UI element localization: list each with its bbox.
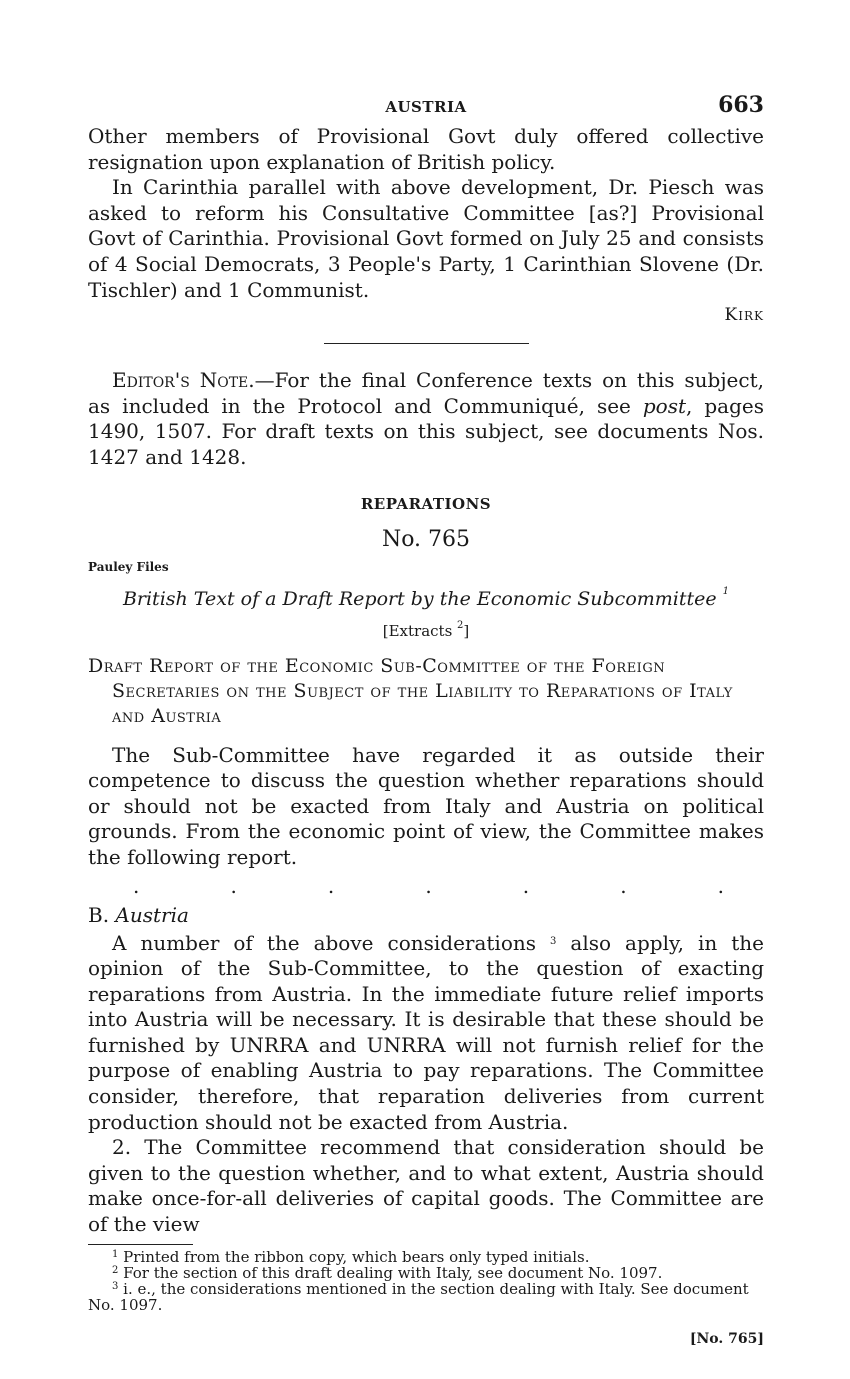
extracts-close: ] xyxy=(463,621,470,640)
body-paragraph-2-text-1: A number of the above considerations xyxy=(112,930,551,955)
ellipsis-dot: . xyxy=(522,873,530,898)
body-paragraph-1: The Sub-Committee have regarded it as outside their competence to discuss the question whether reparations should or should not be exacted from Italy and Austria on political grounds. From the economic point of view, the Committee makes the following report. xyxy=(88,742,764,869)
footnote-text: Printed from the ribbon copy, which bears only typed initials. xyxy=(123,1247,590,1266)
footnotes xyxy=(88,1249,764,1313)
subsection-title: Austria xyxy=(115,902,189,927)
footnote-divider xyxy=(88,1244,193,1245)
ellipsis-dot: . xyxy=(230,873,237,898)
editors-note xyxy=(88,368,764,470)
document-number: No. 765 xyxy=(381,526,471,552)
footnote-mark: 3 xyxy=(112,1280,119,1292)
document-page xyxy=(88,92,764,1347)
footnote-mark: 2 xyxy=(112,1264,119,1276)
extracts-text: [Extracts xyxy=(382,621,458,640)
footnote-text: i. e., the considerations mentioned in the section dealing with Italy. See document No. 1097. xyxy=(88,1279,749,1314)
intro-paragraph-2: In Carinthia parallel with above development, Dr. Piesch was asked to reform his Consultative Committee [as?] Provisional Govt of Carinthia. Provisional Govt formed on July 25 and consists of 4 Social Democrats, 3 People's Party, 1 Carinthian Slovene (Dr. Tischler) and 1 Communist. xyxy=(88,175,764,302)
ellipsis-dot: . xyxy=(133,873,140,898)
document-title xyxy=(88,585,764,610)
ellipsis-row xyxy=(88,873,764,898)
section-heading: REPARATIONS xyxy=(360,494,492,513)
document-title-text: British Text of a Draft Report by the Economic Subcommittee xyxy=(122,587,717,610)
footnote-3 xyxy=(88,1281,764,1313)
footnote-ref-3[interactable]: 3 xyxy=(550,935,557,947)
ellipsis-dot: . xyxy=(425,873,432,898)
editors-note-label: Editor's Note xyxy=(112,368,249,393)
subsection-label: B. xyxy=(88,902,110,927)
running-header xyxy=(88,92,764,124)
ellipsis-dot: . xyxy=(620,873,627,898)
page-number: 663 xyxy=(718,92,764,118)
draft-report-heading: Draft Report of the Economic Sub-Committee of the Foreign Secretaries on the Subject of the Liability to Reparations of Italy and Austria xyxy=(88,654,733,727)
running-title: AUSTRIA xyxy=(385,98,467,116)
files-label: Pauley Files xyxy=(88,559,169,574)
footnote-mark: 1 xyxy=(112,1248,119,1260)
intro-paragraph-1: Other members of Provisional Govt duly offered collective resignation upon explanation of British policy. xyxy=(88,124,764,174)
footer-document-ref: [No. 765] xyxy=(689,1330,764,1347)
subsection-heading xyxy=(88,903,764,927)
body-paragraph-2-text-2: also apply, in the opinion of the Sub-Committee, to the question of exacting reparations from Austria. In the immediate future relief imports into Austria will be necessary. It is desirable that these should be furnished by UNRRA and UNRRA will not furnish relief for the purpose of enabling Austria to pay reparations. The Committee consider, therefore, that reparation deliveries from current production should not be exacted from Austria. xyxy=(88,930,765,1134)
signature: Kirk xyxy=(724,305,764,326)
ellipsis-dot: . xyxy=(327,873,335,898)
footnote-1 xyxy=(88,1249,764,1265)
extracts-label xyxy=(88,619,764,640)
section-divider xyxy=(324,343,529,344)
footnote-ref-1[interactable]: 1 xyxy=(722,585,730,597)
body-paragraph-2 xyxy=(88,931,764,1136)
footnote-text: For the section of this draft dealing with Italy, see document No. 1097. xyxy=(123,1263,663,1282)
footnote-ref-2[interactable]: 2 xyxy=(457,619,464,631)
ellipsis-dot: . xyxy=(717,873,724,898)
editors-note-text-2: , pages 1490, 1507. For draft texts on this subject, see documents Nos. 1427 and 1428. xyxy=(88,393,764,469)
body-paragraph-3: 2. The Committee recommend that consideration should be given to the question whether, and to what extent, Austria should make once-for-all deliveries of capital goods. The Committee are of the view xyxy=(88,1135,764,1237)
footnote-2 xyxy=(88,1265,764,1281)
editors-note-text-1: .—For the final Conference texts on this subject, as included in the Protocol and Communiqué, see xyxy=(88,368,764,418)
editors-note-post: post xyxy=(642,393,687,418)
